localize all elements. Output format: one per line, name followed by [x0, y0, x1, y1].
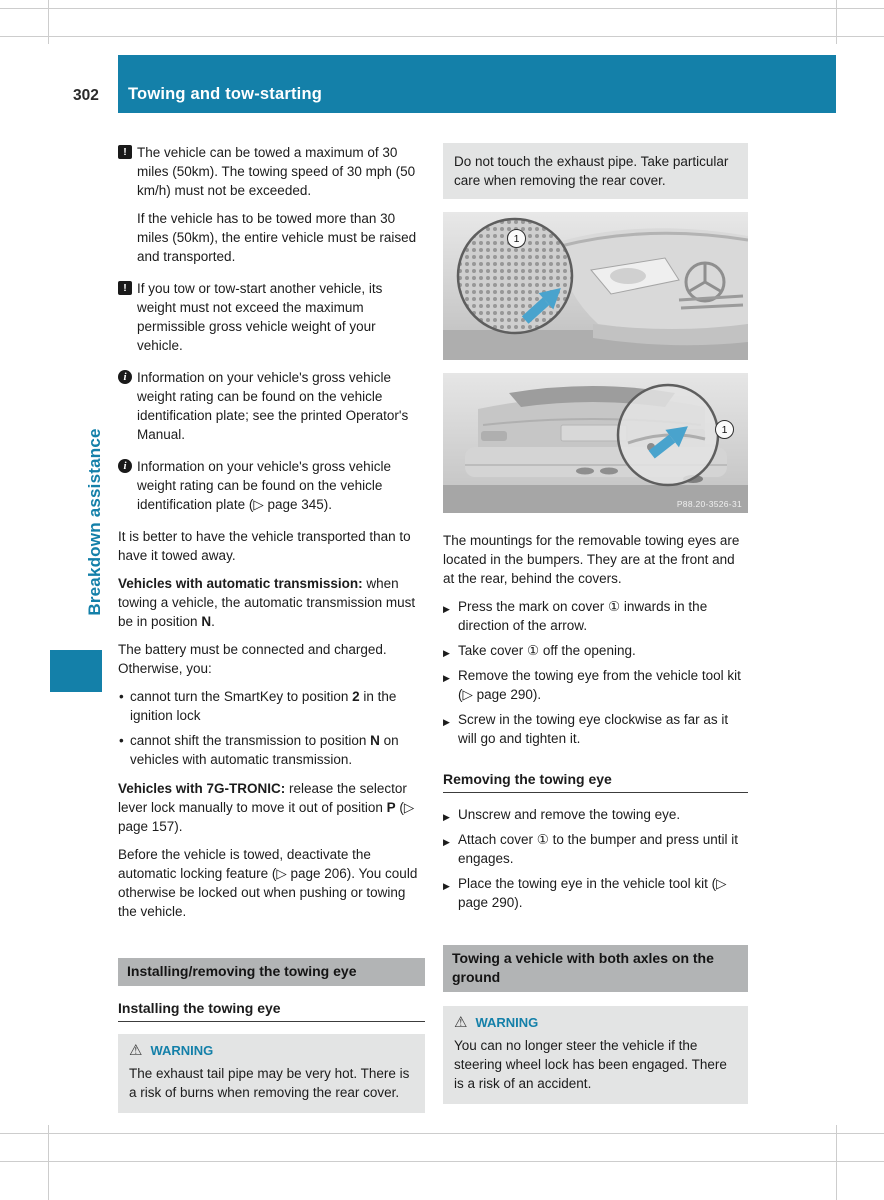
note-text: Information on your vehicle's gross vehicle weight rating can be found on the vehicle identification plate (▷ page 345). [137, 459, 391, 512]
step-text: Take cover ① off the opening. [458, 643, 636, 658]
step-text: Remove the towing eye from the vehicle tool kit (▷ page 290). [458, 668, 741, 702]
warning-header [454, 1015, 737, 1030]
step-text: Place the towing eye in the vehicle tool kit (▷ page 290). [458, 876, 727, 910]
note-text: Information on your vehicle's gross vehicle weight rating can be found on the vehicle identification plate; see the printed Operator's Manual. [137, 370, 409, 442]
bold-lead: Vehicles with automatic transmission: [118, 576, 363, 591]
bullet-icon: • [119, 733, 124, 748]
figure-front-bumper-cover [443, 212, 748, 360]
warning-triangle-icon: ⚠ [454, 1014, 468, 1031]
warning-note-towing-limits [118, 143, 425, 266]
info-icon: i [118, 459, 132, 473]
paragraph-text: release the selector lever lock manually to move it out of position [118, 781, 407, 815]
paragraph-text: . [211, 614, 215, 629]
bold-position-2: 2 [352, 689, 360, 704]
instruction-step [443, 710, 748, 748]
bold-lead: Vehicles with 7G-TRONIC: [118, 781, 286, 796]
note-text: The vehicle can be towed a maximum of 30 miles (50km). The towing speed of 30 mph (50 km/h) must not be exceeded. [137, 145, 416, 198]
note-text: If you tow or tow-start another vehicle, its weight must not exceed the maximum permissible gross vehicle weight of your vehicle. [137, 281, 383, 353]
instruction-step [443, 666, 748, 704]
right-column [443, 143, 748, 1113]
info-icon: i [118, 370, 132, 384]
paragraph-text: (▷ page 157). [118, 800, 415, 834]
warning-label: WARNING [150, 1043, 214, 1058]
paragraph-text: when towing a vehicle, the automatic transmission must be in position [118, 576, 416, 629]
step-arrow-icon: ▶ [443, 881, 450, 891]
crop-mark [836, 1125, 837, 1200]
step-arrow-icon: ▶ [443, 673, 450, 683]
paragraph-battery: The battery must be connected and charged. Otherwise, you: [118, 642, 387, 676]
warning-triangle-icon: ⚠ [129, 1042, 143, 1059]
crop-mark [48, 0, 49, 44]
instruction-step [443, 805, 748, 824]
chapter-header-bar [118, 55, 836, 113]
paragraph-automatic-transmission [118, 574, 425, 631]
warning-header [129, 1043, 414, 1058]
warning-note-tow-weight [118, 279, 425, 355]
crop-mark [0, 1133, 884, 1134]
instruction-step [443, 641, 748, 660]
warning-text: The exhaust tail pipe may be very hot. There is a risk of burns when removing the rear cover. [129, 1066, 410, 1100]
paragraph-mountings: The mountings for the removable towing eyes are located in the bumpers. They are at the front and at the rear, behind the covers. [443, 533, 740, 586]
chapter-sidebar-label: Breakdown assistance [85, 428, 104, 616]
step-text: Press the mark on cover ① inwards in the direction of the arrow. [458, 599, 708, 633]
instruction-step [443, 597, 748, 635]
step-text: Screw in the towing eye clockwise as far as it will go and tighten it. [458, 712, 729, 746]
subsection-installing-towing-eye: Installing the towing eye [118, 1000, 425, 1022]
warning-text: You can no longer steer the vehicle if the steering wheel lock has been engaged. There is a risk of an accident. [454, 1038, 727, 1091]
list-item-text: in the ignition lock [130, 689, 397, 723]
bold-position-n: N [201, 614, 212, 629]
instruction-step [443, 830, 748, 868]
list-item-text: on vehicles with automatic transmission. [130, 733, 399, 767]
bullet-icon: • [119, 689, 124, 704]
warning-continuation-text: Do not touch the exhaust pipe. Take particular care when removing the rear cover. [454, 154, 729, 188]
rear-car-illustration [443, 373, 748, 513]
chapter-tab-marker [50, 650, 102, 692]
callout-number-1: 1 [715, 420, 734, 439]
crop-mark [0, 1161, 884, 1162]
exclamation-square-icon: ! [118, 145, 132, 159]
bold-position-n: N [370, 733, 380, 748]
note-text: If the vehicle has to be towed more than 30 miles (50km), the entire vehicle must be raised and transported. [137, 211, 417, 264]
paragraph-7g-tronic [118, 779, 425, 836]
list-item-text: cannot shift the transmission to position [130, 733, 371, 748]
paragraph-locking-feature: Before the vehicle is towed, deactivate the automatic locking feature (▷ page 206). You could otherwise be locked out when pushing or towing the vehicle. [118, 847, 418, 919]
left-column [118, 143, 425, 1113]
warning-label: WARNING [475, 1015, 539, 1030]
section-header-towing-both-axles: Towing a vehicle with both axles on the ground [443, 945, 748, 992]
crop-mark [0, 36, 884, 37]
crop-mark [0, 8, 884, 9]
warning-continuation-box [443, 143, 748, 199]
page-number: 302 [73, 87, 99, 104]
info-note-gvwr-page-ref [118, 457, 425, 514]
warning-box-steering [443, 1006, 748, 1104]
instruction-step [443, 874, 748, 912]
step-arrow-icon: ▶ [443, 717, 450, 727]
step-arrow-icon: ▶ [443, 648, 450, 658]
list-item [118, 731, 425, 769]
list-item-text: cannot turn the SmartKey to position [130, 689, 353, 704]
figure-rear-bumper-cover [443, 373, 748, 513]
bold-position-p: P [386, 800, 396, 815]
step-arrow-icon: ▶ [443, 837, 450, 847]
figure-code: P88.20-3526-31 [676, 499, 742, 509]
info-note-gvwr-printed-manual [118, 368, 425, 444]
step-text: Unscrew and remove the towing eye. [458, 807, 681, 822]
battery-requirements-list [118, 687, 425, 769]
section-header-installing-removing: Installing/removing the towing eye [118, 958, 425, 986]
step-text: Attach cover ① to the bumper and press until it engages. [458, 832, 738, 866]
chapter-title: Towing and tow-starting [128, 85, 323, 103]
paragraph-transport-recommendation: It is better to have the vehicle transported than to have it towed away. [118, 529, 411, 563]
list-item [118, 687, 425, 725]
callout-number-1: 1 [507, 229, 526, 248]
warning-box-exhaust [118, 1034, 425, 1113]
front-car-illustration [443, 212, 748, 360]
step-arrow-icon: ▶ [443, 812, 450, 822]
subsection-removing-towing-eye: Removing the towing eye [443, 771, 748, 793]
page-content [118, 143, 758, 1113]
crop-mark [836, 0, 837, 44]
step-arrow-icon: ▶ [443, 604, 450, 614]
crop-mark [48, 1125, 49, 1200]
exclamation-square-icon: ! [118, 281, 132, 295]
